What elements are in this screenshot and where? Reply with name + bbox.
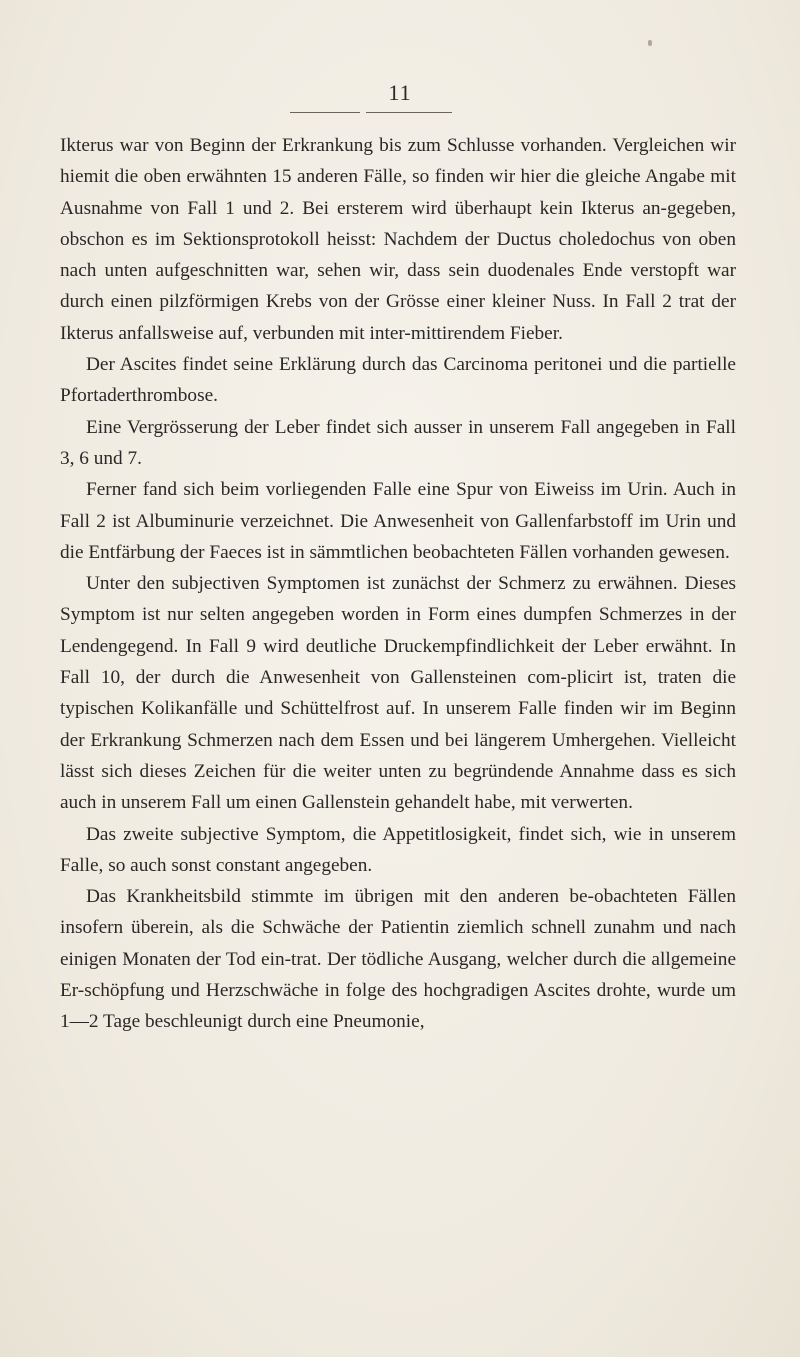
- paragraph-ascites: Der Ascites findet seine Erklärung durch das Carcinoma peritonei und die partielle Pfortaderthrombose.: [60, 354, 736, 407]
- page-number: 11: [388, 80, 412, 105]
- paragraph-schmerz: Unter den subjectiven Symptomen ist zunächst der Schmerz zu erwähnen. Dieses Symptom ist nur selten angegeben worden in Form eines dumpfen Schmerzes in der Lendengegend. In Fall 9 wird deutliche Druckempfindlichkeit der Leber erwähnt. In Fall 10, der durch die Anwesenheit von Gallensteinen com-plicirt ist, traten die typischen Kolikanfälle und Schüttelfrost auf. In unserem Falle finden wir im Beginn der Erkrankung Schmerzen nach dem Essen und bei längerem Umhergehen. Vielleicht lässt sich dieses Zeichen für die weiter unten zu begründende Annahme dass es sich auch in unserem Fall um einen Gallenstein gehandelt habe, mit verwerten.: [60, 573, 736, 814]
- paragraph-appetitlosigkeit: Das zweite subjective Symptom, die Appetitlosigkeit, findet sich, wie in unserem Falle, so auch sonst constant angegeben.: [60, 823, 736, 876]
- header-rule-right: [366, 112, 452, 113]
- body-text: [60, 130, 736, 1038]
- paragraph-leber: Eine Vergrösserung der Leber findet sich ausser in unserem Fall angegeben in Fall 3, 6 und 7.: [60, 416, 736, 469]
- paragraph-ikterus: Ikterus war von Beginn der Erkrankung bis zum Schlusse vorhanden. Vergleichen wir hiemit die oben erwähnten 15 anderen Fälle, so finden wir hier die gleiche Angabe mit Ausnahme von Fall 1 und 2. Bei ersterem wird überhaupt kein Ikterus an-gegeben, obschon es im Sektionsprotokoll heisst: Nachdem der Ductus choledochus von oben nach unten aufgeschnitten war, sehen wir, dass sein duodenales Ende verstopft war durch einen pilzförmigen Krebs von der Grösse einer kleiner Nuss. In Fall 2 trat der Ikterus anfallsweise auf, verbunden mit inter-mittirendem Fieber.: [60, 135, 736, 344]
- header-rule-left: [290, 112, 360, 113]
- paragraph-krankheitsbild: Das Krankheitsbild stimmte im übrigen mit den anderen be-obachteten Fällen insofern überein, als die Schwäche der Patientin ziemlich schnell zunahm und nach einigen Monaten der Tod ein-trat. Der tödliche Ausgang, welcher durch die allgemeine Er-schöpfung und Herzschwäche in folge des hochgradigen Ascites drohte, wurde um 1—2 Tage beschleunigt durch eine Pneumonie,: [60, 886, 736, 1033]
- paper-speck: [648, 40, 652, 46]
- paragraph-urin: Ferner fand sich beim vorliegenden Falle eine Spur von Eiweiss im Urin. Auch in Fall 2 ist Albuminurie verzeichnet. Die Anwesenheit von Gallenfarbstoff im Urin und die Entfärbung der Faeces ist in sämmtlichen beobachteten Fällen vorhanden gewesen.: [60, 479, 736, 563]
